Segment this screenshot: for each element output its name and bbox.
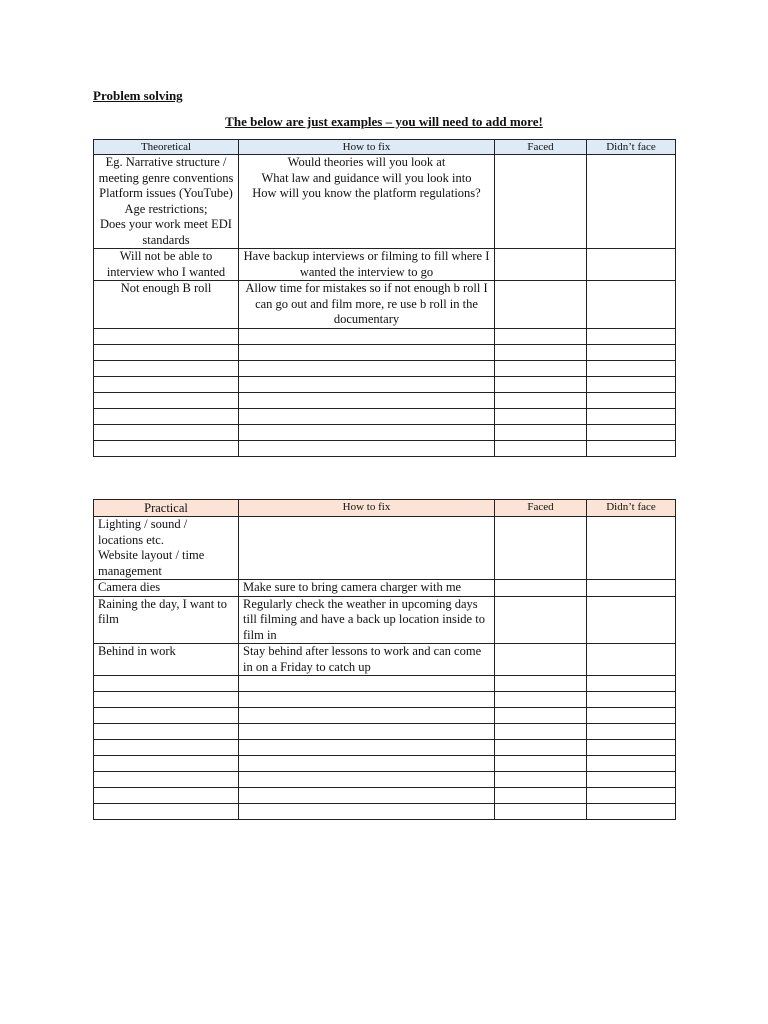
empty-table-row: [94, 376, 676, 392]
empty-table-row: [94, 724, 676, 740]
didnt-face-cell: [587, 644, 676, 676]
empty-cell: [587, 804, 676, 820]
empty-table-row: [94, 804, 676, 820]
empty-cell: [587, 440, 676, 456]
empty-cell: [239, 740, 495, 756]
problem-cell: Behind in work: [94, 644, 239, 676]
empty-table-row: [94, 740, 676, 756]
empty-cell: [94, 788, 239, 804]
faced-cell: [495, 644, 587, 676]
empty-cell: [495, 344, 587, 360]
faced-cell: [495, 155, 587, 249]
theoretical-table: [93, 139, 676, 457]
column-header-how-to-fix: How to fix: [239, 140, 495, 155]
empty-cell: [94, 424, 239, 440]
page-heading: Problem solving: [93, 88, 183, 103]
empty-table-row: [94, 676, 676, 692]
column-header-practical: Practical: [94, 500, 239, 517]
empty-cell: [94, 440, 239, 456]
fix-cell: Have backup interviews or filming to fill where I wanted the interview to go: [239, 249, 495, 281]
column-header-theoretical: Theoretical: [94, 140, 239, 155]
empty-cell: [495, 392, 587, 408]
empty-cell: [587, 392, 676, 408]
empty-cell: [239, 376, 495, 392]
table-row: [94, 249, 676, 281]
column-header-didnt-face: Didn’t face: [587, 500, 676, 517]
empty-cell: [94, 692, 239, 708]
empty-cell: [587, 376, 676, 392]
empty-cell: [239, 344, 495, 360]
empty-cell: [239, 328, 495, 344]
empty-cell: [239, 804, 495, 820]
empty-cell: [495, 756, 587, 772]
fix-cell: Allow time for mistakes so if not enough b roll I can go out and film more, re use b roll in the documentary: [239, 281, 495, 329]
problem-cell: Eg. Narrative structure / meeting genre conventions Platform issues (YouTube) Age restrictions; Does your work meet EDI standards: [94, 155, 239, 249]
empty-cell: [239, 676, 495, 692]
empty-table-row: [94, 344, 676, 360]
empty-cell: [587, 740, 676, 756]
empty-cell: [587, 408, 676, 424]
empty-cell: [495, 328, 587, 344]
column-header-faced: Faced: [495, 500, 587, 517]
empty-cell: [495, 724, 587, 740]
faced-cell: [495, 517, 587, 580]
empty-cell: [239, 772, 495, 788]
empty-table-row: [94, 788, 676, 804]
page-subheading: The below are just examples – you will need to add more!: [225, 114, 543, 129]
problem-cell: Raining the day, I want to film: [94, 596, 239, 644]
empty-table-row: [94, 440, 676, 456]
empty-cell: [495, 692, 587, 708]
didnt-face-cell: [587, 580, 676, 597]
empty-table-row: [94, 756, 676, 772]
empty-cell: [587, 344, 676, 360]
empty-cell: [94, 392, 239, 408]
empty-cell: [587, 692, 676, 708]
didnt-face-cell: [587, 249, 676, 281]
problem-cell: Will not be able to interview who I wanted: [94, 249, 239, 281]
didnt-face-cell: [587, 281, 676, 329]
empty-cell: [94, 360, 239, 376]
fix-cell: Stay behind after lessons to work and can come in on a Friday to catch up: [239, 644, 495, 676]
empty-cell: [495, 440, 587, 456]
practical-header-row: [94, 500, 676, 517]
empty-cell: [94, 376, 239, 392]
practical-table: [93, 499, 676, 820]
empty-cell: [94, 804, 239, 820]
table-row: [94, 155, 676, 249]
column-header-how-to-fix: How to fix: [239, 500, 495, 517]
empty-cell: [587, 328, 676, 344]
empty-cell: [495, 740, 587, 756]
empty-cell: [495, 424, 587, 440]
table-row: [94, 281, 676, 329]
empty-cell: [495, 676, 587, 692]
table-row: [94, 580, 676, 597]
empty-cell: [587, 424, 676, 440]
empty-cell: [587, 676, 676, 692]
fix-cell: Regularly check the weather in upcoming days till filming and have a back up location inside to film in: [239, 596, 495, 644]
empty-cell: [495, 408, 587, 424]
empty-cell: [495, 788, 587, 804]
faced-cell: [495, 281, 587, 329]
fix-cell: Make sure to bring camera charger with me: [239, 580, 495, 597]
empty-cell: [239, 724, 495, 740]
empty-table-row: [94, 772, 676, 788]
empty-cell: [94, 756, 239, 772]
empty-cell: [94, 344, 239, 360]
empty-cell: [495, 708, 587, 724]
faced-cell: [495, 580, 587, 597]
empty-cell: [239, 360, 495, 376]
empty-cell: [587, 756, 676, 772]
empty-table-row: [94, 692, 676, 708]
empty-cell: [239, 408, 495, 424]
empty-cell: [587, 788, 676, 804]
empty-table-row: [94, 360, 676, 376]
empty-cell: [94, 328, 239, 344]
empty-cell: [495, 376, 587, 392]
empty-cell: [239, 424, 495, 440]
empty-cell: [587, 772, 676, 788]
column-header-faced: Faced: [495, 140, 587, 155]
empty-cell: [239, 440, 495, 456]
didnt-face-cell: [587, 596, 676, 644]
empty-table-row: [94, 424, 676, 440]
empty-cell: [239, 788, 495, 804]
problem-cell: Not enough B roll: [94, 281, 239, 329]
table-row: [94, 517, 676, 580]
empty-cell: [239, 392, 495, 408]
fix-cell: [239, 517, 495, 580]
problem-cell: Lighting / sound / locations etc. Website layout / time management: [94, 517, 239, 580]
empty-table-row: [94, 408, 676, 424]
didnt-face-cell: [587, 155, 676, 249]
empty-cell: [94, 708, 239, 724]
empty-cell: [94, 724, 239, 740]
empty-table-row: [94, 708, 676, 724]
didnt-face-cell: [587, 517, 676, 580]
empty-cell: [239, 692, 495, 708]
empty-cell: [94, 408, 239, 424]
column-header-didnt-face: Didn’t face: [587, 140, 676, 155]
empty-cell: [495, 772, 587, 788]
empty-table-row: [94, 328, 676, 344]
empty-cell: [94, 740, 239, 756]
empty-cell: [94, 676, 239, 692]
faced-cell: [495, 249, 587, 281]
empty-cell: [495, 360, 587, 376]
table-row: [94, 644, 676, 676]
empty-cell: [495, 804, 587, 820]
empty-table-row: [94, 392, 676, 408]
empty-cell: [94, 772, 239, 788]
empty-cell: [587, 708, 676, 724]
table-row: [94, 596, 676, 644]
problem-cell: Camera dies: [94, 580, 239, 597]
theoretical-header-row: [94, 140, 676, 155]
empty-cell: [587, 724, 676, 740]
empty-cell: [587, 360, 676, 376]
fix-cell: Would theories will you look at What law and guidance will you look into How will you know the platform regulations?: [239, 155, 495, 249]
faced-cell: [495, 596, 587, 644]
empty-cell: [239, 708, 495, 724]
empty-cell: [239, 756, 495, 772]
